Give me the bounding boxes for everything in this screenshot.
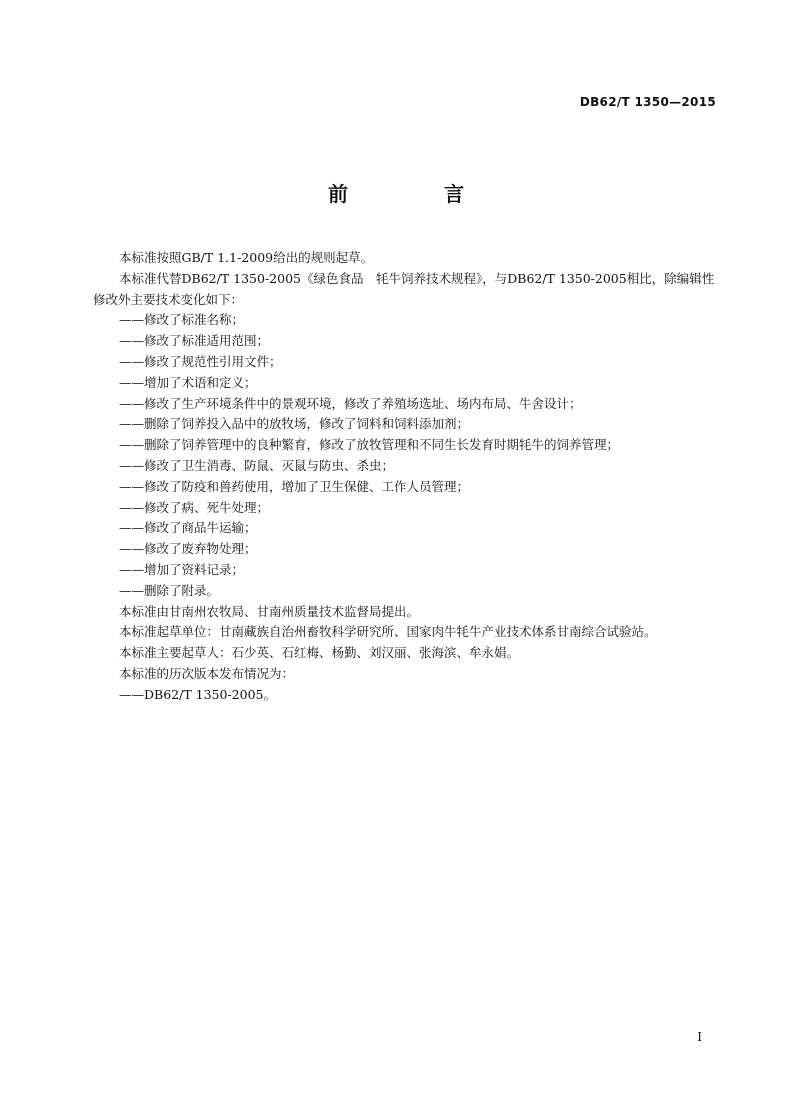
change-item: ——删除了饲养管理中的良种繁育，修改了放牧管理和不同生长发育时期牦牛的饲养管理；	[119, 437, 620, 453]
foreword-paragraph: 本标准的历次版本发布情况为：	[119, 665, 295, 681]
foreword-paragraph: 本标准起草单位：甘南藏族自治州畜牧科学研究所、国家肉牛牦牛产业技术体系甘南综合试验站。	[119, 624, 657, 640]
foreword-paragraph: 本标准代替DB62/T 1350-2005《绿色食品 牦牛饲养技术规程》，与DB62/T 1350-2005相比，除编辑性修改外主要技术变化如下：	[93, 270, 715, 307]
change-item: ——修改了废弃物处理；	[119, 541, 257, 557]
change-item: ——修改了卫生消毒、防鼠、灭鼠与防虫、杀虫；	[119, 457, 395, 473]
foreword-paragraph: 本标准主要起草人：石少英、石红梅、杨勤、刘汉丽、张海滨、牟永娟。	[119, 645, 520, 661]
change-item: ——增加了术语和定义；	[119, 374, 257, 390]
change-item: ——修改了标准名称；	[119, 312, 245, 328]
change-item: ——修改了生产环境条件中的景观环境，修改了养殖场选址、场内布局、牛舍设计；	[119, 395, 582, 411]
standard-code: DB62/T 1350—2015	[579, 95, 716, 109]
change-item: ——增加了资料记录；	[119, 561, 245, 577]
foreword-body	[93, 248, 723, 706]
foreword-paragraph: 本标准由甘南州农牧局、甘南州质量技术监督局提出。	[119, 603, 420, 619]
change-item: ——修改了商品牛运输；	[119, 520, 257, 536]
foreword-paragraph: 本标准按照GB/T 1.1-2009给出的规则起草。	[119, 250, 374, 265]
change-item: ——修改了标准适用范围；	[119, 333, 270, 349]
change-item: ——修改了防疫和兽药使用，增加了卫生保健、工作人员管理；	[119, 478, 470, 494]
change-item: ——修改了规范性引用文件；	[119, 353, 282, 369]
change-item: ——删除了饲养投入品中的放牧场，修改了饲料和饲料添加剂；	[119, 416, 470, 432]
page-title: 前 言	[328, 182, 502, 206]
change-item: ——删除了附录。	[119, 582, 220, 598]
change-item: ——修改了病、死牛处理；	[119, 499, 270, 515]
change-item: ——DB62/T 1350-2005。	[119, 686, 276, 702]
page-number: I	[697, 1030, 702, 1044]
